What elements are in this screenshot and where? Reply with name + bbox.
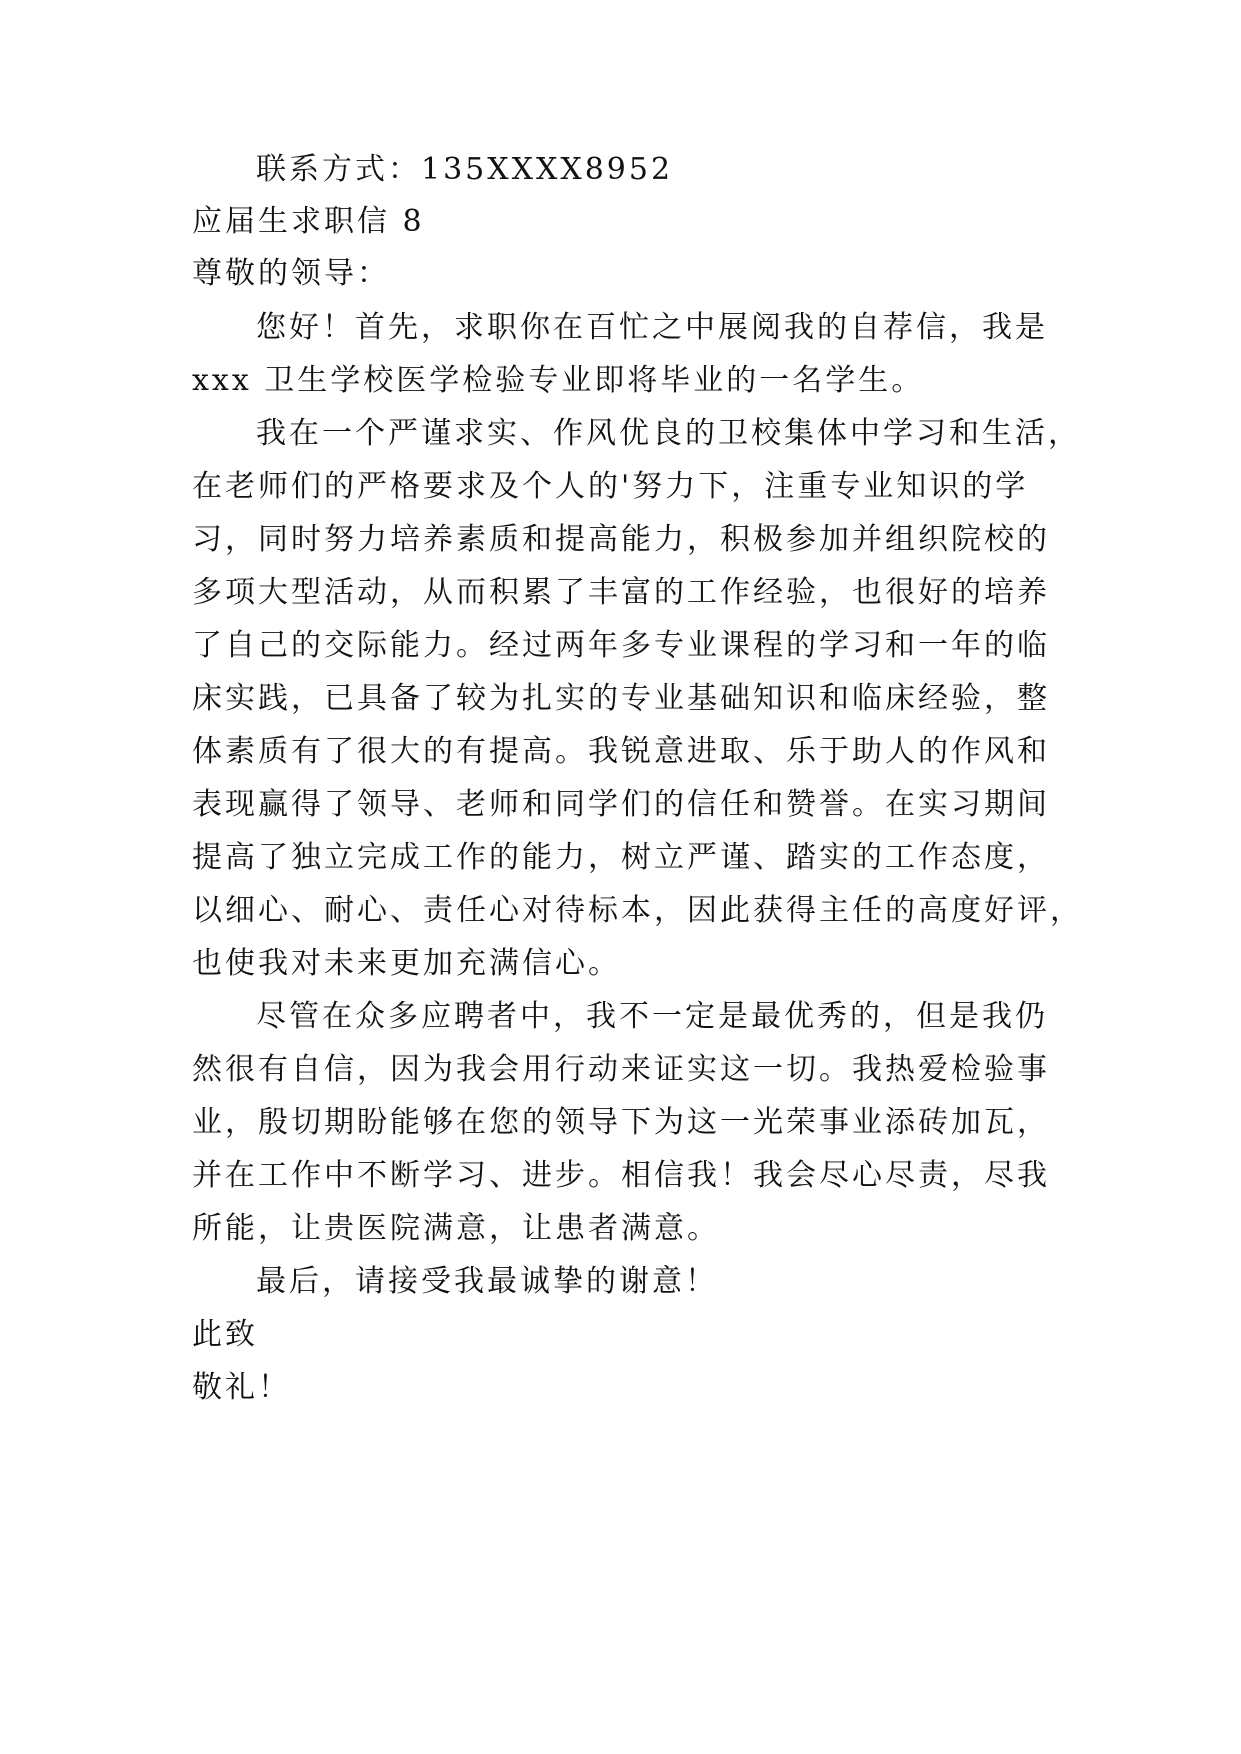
closing-greeting: 此致 [192,1317,258,1352]
body-line: xxx 卫生学校医学检验专业即将毕业的一名学生。 [192,363,925,398]
salutation: 尊敬的领导： [192,256,390,291]
closing-salute: 敬礼！ [192,1370,291,1405]
body-line: 体素质有了很大的有提高。我锐意进取、乐于助人的作风和 [192,734,1050,769]
body-line: 在老师们的严格要求及个人的'努力下，注重专业知识的学 [192,469,1029,504]
letter-heading: 应届生求职信 8 [192,204,425,239]
body-line: 提高了独立完成工作的能力，树立严谨、踏实的工作态度， [192,840,1050,875]
body-line: 我在一个严谨求实、作风优良的卫校集体中学习和生活， [256,416,1081,451]
body-line: 并在工作中不断学习、进步。相信我！我会尽心尽责，尽我 [192,1158,1050,1193]
body-line: 尽管在众多应聘者中，我不一定是最优秀的，但是我仍 [256,999,1048,1034]
body-line: 床实践，已具备了较为扎实的专业基础知识和临床经验，整 [192,681,1050,716]
body-line: 也使我对未来更加充满信心。 [192,946,621,981]
body-line: 多项大型活动，从而积累了丰富的工作经验，也很好的培养 [192,575,1050,610]
body-line: 以细心、耐心、责任心对待标本，因此获得主任的高度好评， [192,893,1083,928]
body-line: 习，同时努力培养素质和提高能力，积极参加并组织院校的 [192,522,1050,557]
body-line: 然很有自信，因为我会用行动来证实这一切。我热爱检验事 [192,1052,1050,1087]
body-line: 业，殷切期盼能够在您的领导下为这一光荣事业添砖加瓦， [192,1105,1050,1140]
body-line: 您好！首先，求职你在百忙之中展阅我的自荐信，我是 [256,310,1048,345]
contact-line: 联系方式：135XXXX8952 [256,152,674,187]
closing-thanks: 最后，请接受我最诚挚的谢意！ [256,1264,718,1299]
body-line: 表现赢得了领导、老师和同学们的信任和赞誉。在实习期间 [192,787,1050,822]
body-line: 所能，让贵医院满意，让患者满意。 [192,1211,720,1246]
body-line: 了自己的交际能力。经过两年多专业课程的学习和一年的临 [192,628,1050,663]
